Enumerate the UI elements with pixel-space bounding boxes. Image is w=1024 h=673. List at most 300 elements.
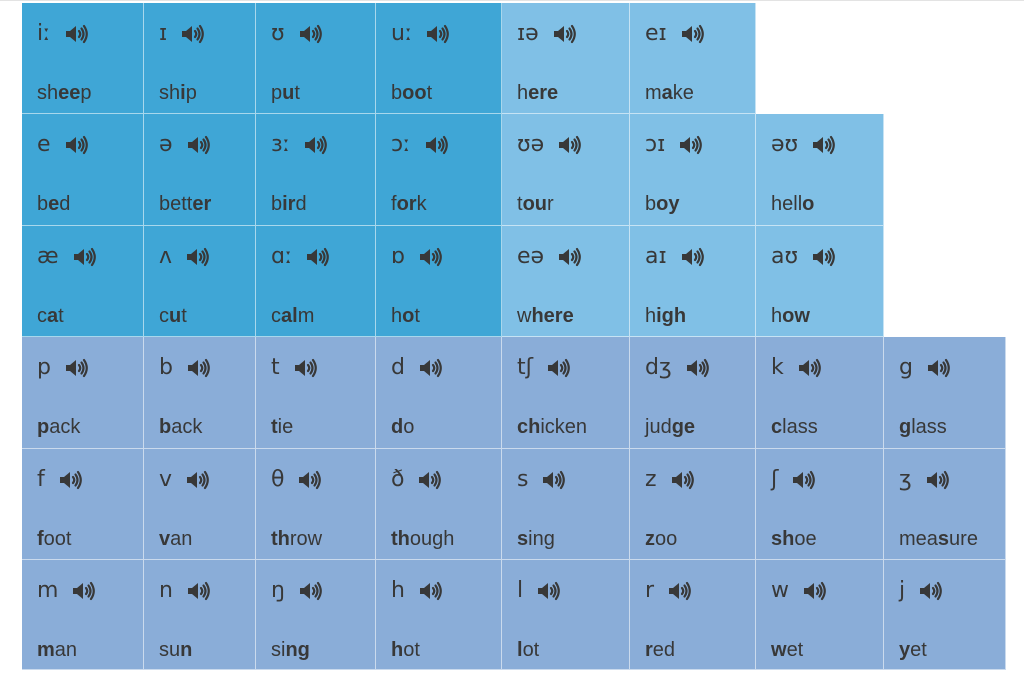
speaker-volume-icon[interactable] <box>686 357 710 379</box>
word-letters: f <box>391 193 397 215</box>
phoneme-cell[interactable] <box>22 449 144 560</box>
phoneme-cell[interactable] <box>756 226 884 337</box>
speaker-volume-icon[interactable] <box>186 469 210 491</box>
highlighted-letters: oo <box>402 82 427 104</box>
phoneme-cell[interactable] <box>256 3 376 114</box>
speaker-volume-icon[interactable] <box>681 23 705 45</box>
highlighted-letters: s <box>937 528 950 550</box>
example-word <box>37 304 64 328</box>
phoneme-cell[interactable] <box>144 560 256 670</box>
highlighted-letters: oy <box>656 193 680 215</box>
phoneme-symbol-text: e <box>37 132 51 157</box>
phoneme-symbol-text: əʊ <box>771 132 799 157</box>
example-word <box>159 304 187 328</box>
highlighted-letters: t <box>271 416 278 438</box>
speaker-volume-icon[interactable] <box>803 580 827 602</box>
word-letters: icken <box>540 416 588 438</box>
phoneme-symbol-text: uː <box>391 21 413 46</box>
example-word <box>37 527 71 551</box>
phoneme-symbol <box>271 132 328 158</box>
highlighted-letters: f <box>37 528 44 550</box>
phoneme-symbol-text: ʊ <box>271 21 285 46</box>
example-word <box>899 415 947 439</box>
speaker-volume-icon[interactable] <box>419 357 443 379</box>
word-letters: h <box>771 305 783 327</box>
speaker-volume-icon[interactable] <box>304 134 328 156</box>
phoneme-symbol <box>159 21 205 47</box>
highlighted-letters: w <box>771 639 787 661</box>
highlighted-letters: i <box>180 82 186 104</box>
highlighted-letters: s <box>517 528 529 550</box>
phoneme-symbol-text: d <box>391 355 405 380</box>
example-word <box>517 81 558 105</box>
word-letters: t <box>426 82 433 104</box>
highlighted-letters: a <box>661 82 673 104</box>
phoneme-symbol <box>645 355 710 381</box>
word-letters: r <box>547 193 554 215</box>
phoneme-symbol <box>771 244 836 270</box>
phoneme-symbol-text: eə <box>517 244 545 269</box>
highlighted-letters: e <box>48 193 60 215</box>
speaker-volume-icon[interactable] <box>537 580 561 602</box>
word-letters: oot <box>43 528 72 550</box>
phoneme-symbol-text: ŋ <box>271 578 285 603</box>
highlighted-letters: ch <box>517 416 541 438</box>
phoneme-cell[interactable] <box>630 226 756 337</box>
phoneme-cell[interactable] <box>502 337 630 449</box>
example-word <box>645 304 686 328</box>
phoneme-symbol-text: ɪə <box>517 21 539 46</box>
phoneme-symbol-text: w <box>771 578 789 603</box>
phoneme-symbol-text: æ <box>37 244 59 269</box>
highlighted-letters: o <box>402 305 415 327</box>
phoneme-symbol <box>645 467 695 493</box>
highlighted-letters: u <box>282 82 295 104</box>
highlighted-letters: a <box>47 305 59 327</box>
phoneme-symbol <box>645 578 692 604</box>
highlighted-letters: er <box>192 193 212 215</box>
word-letters: d <box>295 193 307 215</box>
phoneme-cell[interactable] <box>144 3 256 114</box>
speaker-volume-icon[interactable] <box>181 23 205 45</box>
phoneme-symbol <box>517 355 571 381</box>
speaker-volume-icon[interactable] <box>668 580 692 602</box>
highlighted-letters: g <box>899 416 912 438</box>
phoneme-symbol <box>517 244 582 270</box>
phoneme-cell[interactable] <box>376 114 502 226</box>
word-letters: lass <box>782 416 818 438</box>
example-word <box>645 81 694 105</box>
phoneme-cell[interactable] <box>756 114 884 226</box>
phoneme-symbol <box>771 355 822 381</box>
example-word <box>391 527 454 551</box>
highlighted-letters: ge <box>671 416 696 438</box>
phoneme-cell[interactable] <box>502 449 630 560</box>
phoneme-symbol-text: ɑː <box>271 244 293 269</box>
highlighted-letters: th <box>271 528 290 550</box>
word-letters: b <box>271 193 283 215</box>
phoneme-symbol <box>271 355 318 381</box>
phoneme-cell[interactable] <box>630 3 756 114</box>
example-word <box>645 527 677 551</box>
example-word <box>37 415 80 439</box>
phoneme-cell[interactable] <box>376 337 502 449</box>
word-letters: hell <box>771 193 803 215</box>
highlighted-letters: b <box>159 416 172 438</box>
phoneme-cell[interactable] <box>884 337 1006 449</box>
example-word <box>271 192 307 216</box>
phoneme-cell[interactable] <box>256 114 376 226</box>
example-word <box>517 527 555 551</box>
example-word <box>159 192 211 216</box>
speaker-volume-icon[interactable] <box>558 246 582 268</box>
example-word <box>271 81 300 105</box>
example-word <box>771 527 817 551</box>
speaker-volume-icon[interactable] <box>186 246 210 268</box>
phoneme-symbol <box>271 578 323 604</box>
highlighted-letters: ou <box>522 193 547 215</box>
highlighted-letters: v <box>159 528 171 550</box>
example-word <box>391 638 420 662</box>
phoneme-cell[interactable] <box>144 114 256 226</box>
phoneme-symbol-text: ɔɪ <box>645 132 666 157</box>
word-letters: o <box>403 416 415 438</box>
highlighted-letters: ng <box>285 639 310 661</box>
word-letters: bett <box>159 193 193 215</box>
speaker-volume-icon[interactable] <box>418 469 442 491</box>
word-letters: sh <box>159 82 181 104</box>
speaker-volume-icon[interactable] <box>299 580 323 602</box>
highlighted-letters: ee <box>58 82 81 104</box>
phoneme-cell[interactable] <box>630 337 756 449</box>
phoneme-symbol <box>271 467 322 493</box>
highlighted-letters: d <box>391 416 404 438</box>
phoneme-cell[interactable] <box>376 560 502 670</box>
phoneme-symbol-text: l <box>517 578 524 603</box>
example-word <box>517 638 539 662</box>
phoneme-symbol <box>771 132 836 158</box>
speaker-volume-icon[interactable] <box>679 134 703 156</box>
phoneme-symbol-text: t <box>271 355 280 380</box>
phoneme-symbol <box>37 355 89 381</box>
phoneme-symbol-text: r <box>645 578 655 603</box>
word-letters: c <box>159 305 169 327</box>
phoneme-cell[interactable] <box>22 226 144 337</box>
example-word <box>37 638 77 662</box>
phoneme-symbol <box>391 21 450 47</box>
phoneme-cell[interactable] <box>22 560 144 670</box>
phoneme-cell[interactable] <box>22 337 144 449</box>
phoneme-symbol <box>391 355 443 381</box>
speaker-volume-icon[interactable] <box>547 357 571 379</box>
highlighted-letters: l <box>517 639 523 661</box>
example-word <box>271 527 322 551</box>
speaker-volume-icon[interactable] <box>65 357 89 379</box>
speaker-volume-icon[interactable] <box>812 134 836 156</box>
phoneme-cell[interactable] <box>502 560 630 670</box>
phoneme-symbol <box>37 578 96 604</box>
speaker-volume-icon[interactable] <box>65 134 89 156</box>
phoneme-cell[interactable] <box>630 560 756 670</box>
phoneme-cell[interactable] <box>376 3 502 114</box>
speaker-volume-icon[interactable] <box>65 23 89 45</box>
speaker-volume-icon[interactable] <box>542 469 566 491</box>
phoneme-cell[interactable] <box>256 560 376 670</box>
word-letters: h <box>645 305 657 327</box>
speaker-volume-icon[interactable] <box>59 469 83 491</box>
phoneme-symbol-text: f <box>37 467 45 492</box>
phoneme-symbol-text: ð <box>391 467 405 492</box>
example-word <box>159 527 192 551</box>
example-word <box>391 81 432 105</box>
example-word <box>517 304 574 328</box>
speaker-volume-icon[interactable] <box>558 134 582 156</box>
word-letters: t <box>517 193 523 215</box>
example-word <box>771 638 803 662</box>
phoneme-symbol-text: ɒ <box>391 244 405 269</box>
phoneme-symbol <box>159 244 210 270</box>
example-word <box>271 638 310 662</box>
phoneme-symbol-text: eɪ <box>645 21 667 46</box>
phoneme-symbol <box>517 132 582 158</box>
phoneme-symbol-text: b <box>159 355 173 380</box>
phoneme-cell[interactable] <box>376 449 502 560</box>
word-letters: t <box>294 82 300 104</box>
phoneme-cell[interactable] <box>756 449 884 560</box>
phoneme-symbol <box>645 21 705 47</box>
phoneme-symbol-text: ʒ <box>899 467 912 492</box>
word-letters: b <box>645 193 657 215</box>
phoneme-symbol-text: dʒ <box>645 355 672 380</box>
phoneme-cell[interactable] <box>256 337 376 449</box>
example-word <box>899 527 978 551</box>
phoneme-symbol <box>37 132 89 158</box>
example-word <box>771 192 814 216</box>
word-letters: lass <box>911 416 947 438</box>
phoneme-symbol <box>899 355 951 381</box>
word-letters: ke <box>672 82 694 104</box>
word-letters: t <box>181 305 187 327</box>
word-letters: d <box>59 193 71 215</box>
speaker-volume-icon[interactable] <box>798 357 822 379</box>
word-letters: m <box>645 82 662 104</box>
word-letters: p <box>80 82 92 104</box>
word-letters: k <box>416 193 427 215</box>
phoneme-cell[interactable] <box>22 114 144 226</box>
word-letters: ie <box>277 416 294 438</box>
example-word <box>391 304 420 328</box>
highlighted-letters: ere <box>528 82 559 104</box>
word-letters: t <box>58 305 64 327</box>
phoneme-symbol <box>37 244 97 270</box>
highlighted-letters: h <box>391 639 404 661</box>
word-letters: ed <box>652 639 676 661</box>
phoneme-symbol-text: ɔː <box>391 132 411 157</box>
word-letters: ing <box>528 528 555 550</box>
highlighted-letters: here <box>531 305 574 327</box>
word-letters: ack <box>171 416 203 438</box>
phoneme-symbol-text: θ <box>271 467 285 492</box>
phoneme-cell[interactable] <box>144 449 256 560</box>
highlighted-letters: r <box>645 639 653 661</box>
highlighted-letters: o <box>802 193 815 215</box>
speaker-volume-icon[interactable] <box>926 469 950 491</box>
phoneme-cell[interactable] <box>144 337 256 449</box>
word-letters: sh <box>37 82 59 104</box>
speaker-volume-icon[interactable] <box>306 246 330 268</box>
speaker-volume-icon[interactable] <box>419 246 443 268</box>
phoneme-symbol <box>899 578 943 604</box>
phoneme-cell[interactable] <box>22 3 144 114</box>
highlighted-letters: p <box>37 416 50 438</box>
phoneme-symbol <box>645 132 703 158</box>
phoneme-symbol-text: z <box>645 467 657 492</box>
phoneme-symbol <box>771 578 827 604</box>
speaker-volume-icon[interactable] <box>553 23 577 45</box>
phoneme-symbol-text: v <box>159 467 173 492</box>
phoneme-symbol <box>37 21 89 47</box>
phoneme-cell[interactable] <box>756 560 884 670</box>
phoneme-symbol-text: s <box>517 467 529 492</box>
speaker-volume-icon[interactable] <box>187 134 211 156</box>
phoneme-symbol <box>899 467 950 493</box>
example-word <box>159 638 192 662</box>
highlighted-letters: igh <box>656 305 687 327</box>
phoneme-symbol-text: m <box>37 578 59 603</box>
highlighted-letters: m <box>37 639 55 661</box>
example-word <box>391 415 414 439</box>
speaker-volume-icon[interactable] <box>73 246 97 268</box>
highlighted-letters: th <box>391 528 410 550</box>
word-letters: m <box>297 305 315 327</box>
phoneme-symbol-text: aɪ <box>645 244 667 269</box>
example-word <box>159 415 202 439</box>
phoneme-symbol-text: j <box>899 578 906 603</box>
phoneme-symbol-text: tʃ <box>517 355 534 380</box>
word-letters: an <box>54 639 78 661</box>
word-letters: an <box>170 528 193 550</box>
word-letters: t <box>414 305 420 327</box>
phoneme-cell[interactable] <box>630 114 756 226</box>
speaker-volume-icon[interactable] <box>671 469 695 491</box>
word-letters: oo <box>655 528 678 550</box>
phoneme-symbol-text: k <box>771 355 784 380</box>
phoneme-symbol <box>159 467 210 493</box>
word-letters: b <box>37 193 49 215</box>
phoneme-cell[interactable] <box>502 226 630 337</box>
phoneme-symbol-text: ʊə <box>517 132 545 157</box>
phoneme-symbol-text: ʃ <box>771 467 779 492</box>
word-letters: mea <box>899 528 938 550</box>
phoneme-symbol-text: p <box>37 355 51 380</box>
phoneme-cell[interactable] <box>884 449 1006 560</box>
phoneme-symbol <box>517 578 561 604</box>
word-letters: ack <box>49 416 81 438</box>
phoneme-symbol <box>517 467 566 493</box>
phoneme-symbol-text: ɪ <box>159 21 168 46</box>
speaker-volume-icon[interactable] <box>927 357 951 379</box>
highlighted-letters: ow <box>782 305 810 327</box>
example-word <box>391 192 427 216</box>
phoneme-symbol <box>517 21 577 47</box>
phoneme-symbol <box>391 578 443 604</box>
speaker-volume-icon[interactable] <box>299 23 323 45</box>
word-letters: p <box>271 82 283 104</box>
speaker-volume-icon[interactable] <box>294 357 318 379</box>
word-letters: row <box>289 528 323 550</box>
speaker-volume-icon[interactable] <box>298 469 322 491</box>
speaker-volume-icon[interactable] <box>681 246 705 268</box>
example-word <box>517 415 587 439</box>
phoneme-cell[interactable] <box>756 337 884 449</box>
phoneme-symbol-text: ə <box>159 132 173 157</box>
word-letters: b <box>391 82 403 104</box>
word-letters: h <box>517 82 529 104</box>
example-word <box>271 304 314 328</box>
word-letters: ure <box>949 528 978 550</box>
word-letters: w <box>517 305 532 327</box>
phoneme-symbol-text: ʌ <box>159 244 173 269</box>
word-letters: jud <box>645 416 672 438</box>
phoneme-cell[interactable] <box>502 114 630 226</box>
highlighted-letters: al <box>281 305 298 327</box>
phoneme-cell[interactable] <box>376 226 502 337</box>
speaker-volume-icon[interactable] <box>187 357 211 379</box>
phoneme-cell[interactable] <box>256 449 376 560</box>
phoneme-cell[interactable] <box>144 226 256 337</box>
word-letters: et <box>786 639 804 661</box>
word-letters: oe <box>794 528 817 550</box>
phoneme-symbol-text: n <box>159 578 173 603</box>
word-letters: ot <box>403 639 420 661</box>
example-word <box>645 638 675 662</box>
highlighted-letters: sh <box>771 528 795 550</box>
example-word <box>37 192 70 216</box>
highlighted-letters: y <box>899 639 911 661</box>
speaker-volume-icon[interactable] <box>919 580 943 602</box>
word-letters: ough <box>409 528 455 550</box>
word-letters: c <box>37 305 47 327</box>
speaker-volume-icon[interactable] <box>426 23 450 45</box>
speaker-volume-icon[interactable] <box>187 580 211 602</box>
word-letters: p <box>185 82 197 104</box>
phoneme-cell[interactable] <box>256 226 376 337</box>
phoneme-symbol <box>645 244 705 270</box>
speaker-volume-icon[interactable] <box>812 246 836 268</box>
phoneme-cell[interactable] <box>502 3 630 114</box>
speaker-volume-icon[interactable] <box>425 134 449 156</box>
phoneme-cell[interactable] <box>630 449 756 560</box>
highlighted-letters: u <box>169 305 182 327</box>
phoneme-symbol-text: g <box>899 355 913 380</box>
highlighted-letters: or <box>396 193 417 215</box>
speaker-volume-icon[interactable] <box>792 469 816 491</box>
word-letters: et <box>910 639 927 661</box>
speaker-volume-icon[interactable] <box>419 580 443 602</box>
phoneme-cell[interactable] <box>884 560 1006 670</box>
example-word <box>771 304 810 328</box>
highlighted-letters: z <box>645 528 655 550</box>
phoneme-symbol <box>271 244 330 270</box>
phoneme-symbol <box>771 467 816 493</box>
example-word <box>271 415 293 439</box>
phoneme-symbol <box>159 132 211 158</box>
phoneme-symbol-text: aʊ <box>771 244 799 269</box>
phoneme-symbol <box>391 467 442 493</box>
phoneme-symbol <box>159 355 211 381</box>
speaker-volume-icon[interactable] <box>72 580 96 602</box>
example-word <box>645 415 695 439</box>
